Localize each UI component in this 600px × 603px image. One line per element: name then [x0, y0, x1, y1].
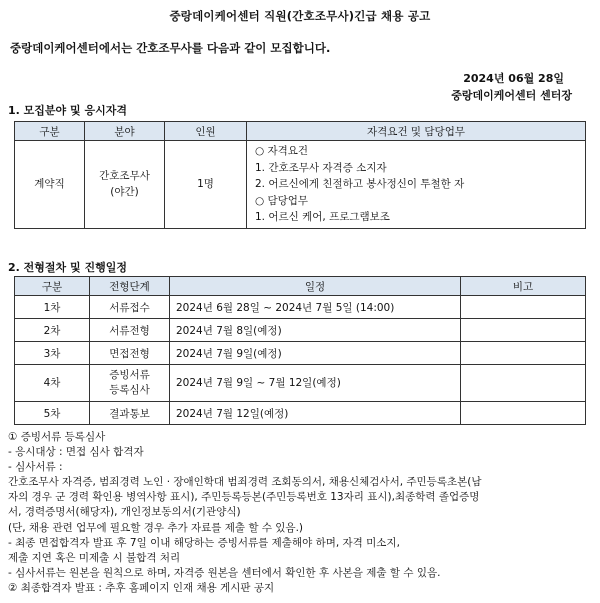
stage-note	[461, 342, 586, 365]
column-header: 구분	[15, 122, 85, 141]
column-header: 분야	[85, 122, 165, 141]
stage-schedule: 2024년 7월 9일 ~ 7월 12일(예정)	[170, 365, 461, 402]
note-line: 서, 경력증명서(해당자), 개인정보동의서(기관양식)	[8, 506, 241, 519]
table-row	[15, 296, 586, 319]
table-row	[15, 365, 586, 402]
stage-order: 4차	[15, 365, 90, 402]
headcount: 1명	[165, 141, 247, 229]
stage-name: 면접전형	[90, 342, 170, 365]
stage-name-line: 증빙서류	[109, 369, 150, 381]
table-row	[15, 402, 586, 425]
stage-note	[461, 365, 586, 402]
note-line: - 심사서류는 원본을 원칙으로 하며, 자격증 원본을 센터에서 확인한 후 사본을 제출 할 수 있음.	[8, 566, 441, 579]
job-field-line: 간호조무사	[99, 170, 150, 183]
note-line: (단, 채용 관련 업무에 필요할 경우 추가 자료를 제출 할 수 있음.)	[8, 521, 304, 534]
schedule-table	[14, 276, 586, 425]
stage-schedule: 2024년 7월 12일(예정)	[170, 402, 461, 425]
stage-name-line: 등록심사	[109, 384, 150, 396]
column-header: 일정	[170, 277, 461, 296]
requirement-line: 2. 어르신에게 친절하고 봉사정신이 투철한 자	[255, 178, 465, 190]
page-title: 중랑데이케어센터 직원(간호조무사)긴급 채용 공고	[169, 9, 431, 23]
note-line: - 최종 면접합격자 발표 후 7일 이내 해당하는 증빙서류를 제출해야 하며, 자격 미소지,	[8, 536, 400, 549]
table-row	[15, 141, 586, 229]
requirement-line: ○ 담당업무	[255, 194, 309, 207]
stage-note	[461, 296, 586, 319]
stage-schedule: 2024년 7월 8일(예정)	[170, 319, 461, 342]
stage-order: 3차	[15, 342, 90, 365]
note-line: 자의 경우 군 경력 확인용 병역사항 표시), 주민등록등본(주민등록번호 13자리 표시),최종학력 졸업증명	[8, 491, 480, 504]
requirement-line: ○ 자격요건	[255, 145, 309, 157]
stage-schedule: 2024년 6월 28일 ~ 2024년 7월 5일 (14:00)	[170, 296, 461, 319]
stage-name: 서류접수	[90, 296, 170, 319]
note-line: - 응시대상 : 면접 심사 합격자	[8, 446, 144, 459]
section-heading-schedule: 2. 전형절차 및 진행일정	[8, 261, 127, 274]
table-header-row	[15, 122, 586, 141]
note-line: ② 최종합격자 발표 : 추후 홈페이지 인재 채용 게시판 공지	[8, 581, 275, 594]
column-header: 비고	[461, 277, 586, 296]
stage-order: 1차	[15, 296, 90, 319]
column-header: 인원	[165, 122, 247, 141]
stage-order: 2차	[15, 319, 90, 342]
stage-name: 결과통보	[90, 402, 170, 425]
stage-name: 서류전형	[90, 319, 170, 342]
requirement-line: 1. 간호조무사 자격증 소지자	[255, 161, 387, 174]
section-heading-recruitment: 1. 모집분야 및 응시자격	[8, 104, 127, 117]
note-line: 제출 지연 혹은 미제출 시 불합격 처리	[8, 551, 181, 564]
notice-date: 2024년 06월 28일	[463, 72, 564, 85]
organization-signature: 중랑데이케어센터 센터장	[451, 89, 572, 102]
note-line: - 심사서류 :	[8, 461, 63, 474]
stage-note	[461, 319, 586, 342]
column-header: 구분	[15, 277, 90, 296]
note-line: ① 증빙서류 등록심사	[8, 431, 106, 443]
note-line: 간호조무사 자격증, 범죄경력 노인 · 장애인학대 범죄경력 조회동의서, 채용신체검사서, 주민등록초본(남	[8, 476, 482, 489]
stage-schedule: 2024년 7월 9일(예정)	[170, 342, 461, 365]
stage-name	[90, 365, 170, 402]
job-field-line: (야간)	[110, 186, 139, 199]
table-header-row	[15, 277, 586, 296]
employment-type: 계약직	[15, 141, 85, 229]
requirements-cell	[247, 141, 586, 229]
notes-section	[8, 430, 593, 596]
table-row	[15, 342, 586, 365]
column-header: 전형단계	[90, 277, 170, 296]
recruitment-table	[14, 121, 586, 229]
job-field	[85, 141, 165, 229]
table-row	[15, 319, 586, 342]
intro-text: 중랑데이케어센터에서는 간호조무사를 다음과 같이 모집합니다.	[10, 41, 331, 55]
stage-order: 5차	[15, 402, 90, 425]
column-header: 자격요건 및 담당업무	[247, 122, 586, 141]
requirement-line: 1. 어르신 케어, 프로그램보조	[255, 211, 390, 223]
stage-note	[461, 402, 586, 425]
